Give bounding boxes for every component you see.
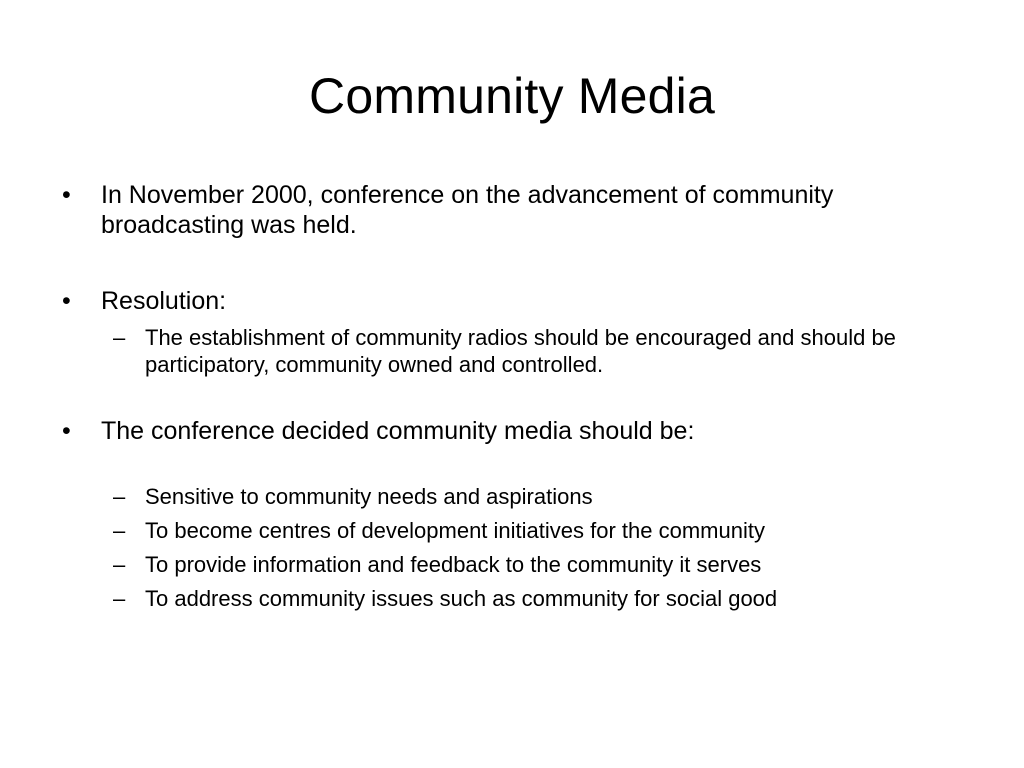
bullet-dot: •	[62, 417, 71, 445]
sub-bullet-dash: –	[113, 518, 126, 543]
sub-bullet-3-4-text: To address community issues such as community for social good	[145, 586, 778, 611]
sub-bullet-3-3-text: To provide information and feedback to the community it serves	[145, 552, 762, 577]
bullet-2	[62, 286, 962, 316]
sub-bullet-2-1-text: The establishment of community radios should be encouraged and should be participatory, community owned and controlled.	[145, 325, 896, 377]
sub-bullet-3-1	[62, 483, 962, 510]
sub-bullet-dash: –	[113, 484, 126, 509]
sub-bullet-3-2	[62, 517, 962, 544]
bullet-1	[62, 180, 962, 240]
sub-bullet-3-4	[62, 585, 962, 612]
bullet-dot: •	[62, 287, 71, 315]
sub-bullet-dash: –	[113, 325, 126, 350]
slide-content	[62, 180, 962, 612]
bullet-3	[62, 416, 962, 446]
sub-bullet-3-3	[62, 551, 962, 578]
bullet-1-text: In November 2000, conference on the advancement of community broadcasting was held.	[101, 181, 834, 239]
bullet-dot: •	[62, 181, 71, 209]
sub-bullet-3-1-text: Sensitive to community needs and aspirations	[145, 484, 593, 509]
slide-title: Community Media	[309, 68, 715, 124]
bullet-2-text: Resolution:	[101, 287, 227, 315]
sub-bullet-dash: –	[113, 586, 126, 611]
sub-bullet-3-2-text: To become centres of development initiatives for the community	[145, 518, 765, 543]
bullet-3-text: The conference decided community media should be:	[101, 417, 695, 445]
sub-bullet-2-1	[62, 324, 962, 378]
sub-bullet-dash: –	[113, 552, 126, 577]
sub-bullet-list-3	[62, 483, 962, 612]
